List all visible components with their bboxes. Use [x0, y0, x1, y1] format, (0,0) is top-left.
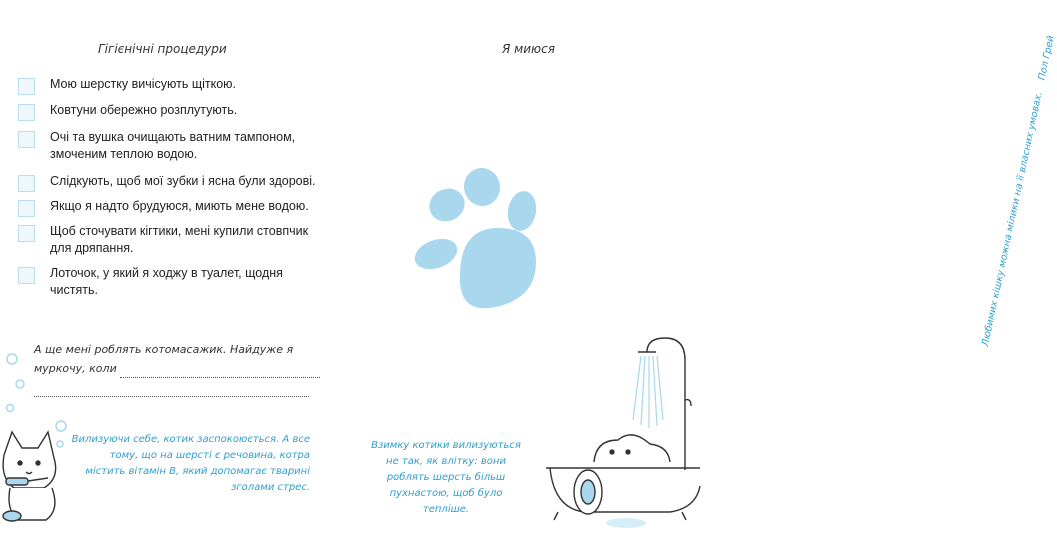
page-heading: Я миюся	[502, 42, 555, 56]
massage-prompt-line1: А ще мені роблять котомасажик. Найдуже я	[34, 343, 294, 356]
bubbles-icon	[7, 354, 67, 447]
fact-note: Взимку котики вилизуються не так, як влітку: вони роблять шерсть більш пухнастою, щоб було тепліше.	[371, 440, 521, 515]
checklist-item-text: Очі та вушка очищають ватним тампоном, змоченим теплою водою.	[50, 130, 296, 161]
cat-cartoon-icon	[3, 432, 56, 521]
bathtub-shower-icon	[546, 338, 700, 528]
checklist-item-text: Ковтуни обережно розплутують.	[50, 103, 238, 117]
checklist-item-text: Щоб сточувати кігтики, мені купили стовпчик для дряпання.	[50, 224, 309, 255]
paw-print-icon	[411, 165, 540, 308]
quote-text: Любимих кішку можна мілики на її власних умовах.	[980, 90, 1045, 348]
checklist-item-text: Лоточок, у який я ходжу в туалет, щодня чистять.	[50, 266, 283, 297]
left-page	[0, 0, 350, 545]
water-stream	[633, 356, 663, 428]
checklist-item-text: Мою шерстку вичісують щіткою.	[50, 77, 237, 91]
page-heading: Гігієнічні процедури	[98, 42, 227, 56]
quote-author: Пол Грей	[1036, 34, 1057, 82]
right-page	[350, 0, 1057, 545]
massage-prompt-line2: муркочу, коли	[34, 362, 117, 375]
quote	[980, 35, 1057, 348]
checklist-item-text: Слідкують, щоб мої зубки і ясна були здорові.	[50, 174, 316, 188]
checklist-item-text: Якщо я надто брудуюся, миють мене водою.	[50, 199, 309, 213]
fact-note: Вилизуючи себе, котик заспокоюється. А все тому, що на шерсті є речовина, котра містить вітамін В, який допомагає тварині зголами стрес.	[71, 434, 310, 493]
